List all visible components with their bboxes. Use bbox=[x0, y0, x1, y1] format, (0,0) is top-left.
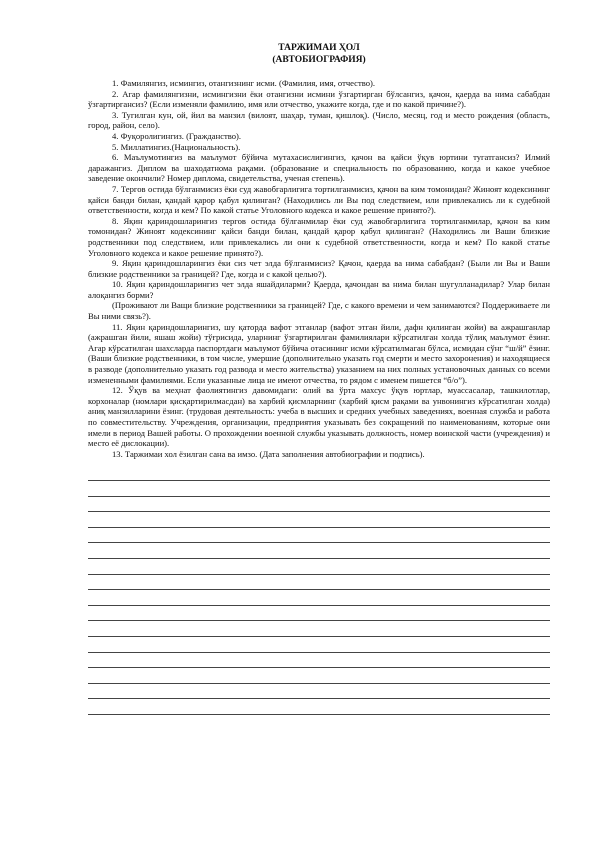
question-text: Яқин қариндошларингиз, шу қаторда вафот этганлар (вафот этган йили, дафн қилинган жойи) ва ажрашганлар (ажрашган йили, яшаш жойи) тўғрисида, уларнинг ўзгартирилган фамилиялари кўрсатилган холда тўлиқ маълумот ёзинг. Агар кўрсатилган шахсларда паспортдаги маълумот бўйича отасининг исми кўрсатилмаган бўлса, исмидан сўнг “ш/й” ёзинг. (Ваши близкие родственники, в том числе, умершие (дополнительно указать год смерти и место захоронения) и находящиеся в разводе (дополнительно указать год развода и место жительства) указанием на них полных установочных данных со всеми измененными фамилиями. Если указанные лица не имеют отчества, то рядом с именем пишется “б/о”). bbox=[88, 321, 550, 385]
question-number: 4. bbox=[112, 130, 119, 141]
answer-line[interactable] bbox=[88, 668, 550, 684]
question-item-2 bbox=[88, 89, 550, 110]
answer-line[interactable] bbox=[88, 684, 550, 700]
question-text: Яқин қариндошларингиз тергов остида бўлганмилар ёки суд жавобгарлигига тортилганмилар, қачон ва ким томонидан? Жиноят кодексининг қайси банди билан, қандай қарор қабул қилинган? (Находились ли Ваши близкие родственники под следствием, или привлекались ли они к судебной ответственности, когда и кем? По какой статье Уголовного кодекса и какое решение принято?). bbox=[88, 215, 550, 258]
question-item-11 bbox=[88, 322, 550, 386]
answer-line[interactable] bbox=[88, 543, 550, 559]
question-text: (Проживают ли Ващи близкие родственники за границей? Где, с какого времени и чем занимаются? Поддерживаете ли Вы ними связь?). bbox=[88, 300, 550, 322]
question-number: 11. bbox=[112, 321, 123, 332]
answer-line[interactable] bbox=[88, 637, 550, 653]
question-item-8 bbox=[88, 216, 550, 258]
question-text: Маълумотингиз ва маълумот бўйича мутахасислигингиз, қачон ва қайси ўқув юртини тугатгансиз? Илмий даражангиз. Диплом ва шаходатнома рақами. (образование и специальность по образованию, когда и какое учебное заведение окончили? Номер диплома, свидетельства, ученая степень). bbox=[88, 152, 550, 184]
question-item-10 bbox=[88, 279, 550, 300]
question-number: 2. bbox=[112, 88, 119, 99]
answer-line[interactable] bbox=[88, 481, 550, 497]
answer-line[interactable] bbox=[88, 653, 550, 669]
question-item-6 bbox=[88, 152, 550, 184]
question-item-10-translation bbox=[88, 300, 550, 321]
question-text: Фуқоролигингиз. (Гражданство). bbox=[120, 130, 242, 141]
answer-line[interactable] bbox=[88, 621, 550, 637]
answer-line[interactable] bbox=[88, 699, 550, 715]
answer-line[interactable] bbox=[88, 606, 550, 622]
question-text: Яқин қариндошларингиз ёки сиз чет элда бўлганмисиз? Қачон, қаерда ва нима сабабдан? (Были ли Вы и Ваши близкие родственники за границей? Где, когда и с какой целью?). bbox=[88, 258, 550, 279]
question-text: Тергов остида бўлганмисиз ёки суд жавобгарлигига тортилганмисиз, қачон ва ким томонидан? Жиноят кодексининг қайси банди билан, қандай қарор қабул қилинган? (Находились ли Вы под следствием, или привлекались ли к судебной ответственности, когда и кем? По какой статье Уголовного кодекса и какое решение принято?). bbox=[88, 183, 550, 216]
question-item-5 bbox=[88, 142, 550, 153]
question-text: Фамилянгиз, исмингиз, отангизнинг исми. (Фамилия, имя, отчество). bbox=[120, 78, 376, 88]
question-text: Таржимаи хол ёзилган сана ва имзо. (Дата заполнения автобиографии и подпись). bbox=[124, 448, 425, 459]
question-number: 9. bbox=[112, 258, 119, 269]
question-number: 6. bbox=[112, 152, 119, 163]
answer-line[interactable] bbox=[88, 528, 550, 544]
questions-list bbox=[88, 78, 550, 459]
document-subtitle: (АВТОБИОГРАФИЯ) bbox=[272, 55, 366, 65]
question-item-3 bbox=[88, 110, 550, 131]
question-item-1 bbox=[88, 78, 550, 89]
document-title: ТАРЖИМАИ ҲОЛ bbox=[278, 43, 360, 53]
question-text: Тугилган кун, ой, йил ва манзил (вилоят, шаҳар, туман, қишлоқ). (Число, месяц, год и место рождения (область, город, район, село). bbox=[88, 109, 550, 131]
answer-line[interactable] bbox=[88, 559, 550, 575]
answer-line[interactable] bbox=[88, 575, 550, 591]
answer-line[interactable] bbox=[88, 465, 550, 481]
question-number: 13. bbox=[112, 448, 123, 459]
question-text: Агар фамилянгизни, исмингизни ёки отангизни исмини ўзгартирган бўлсангиз, қачон, қаерда ва нима сабабдан ўзгартиргансиз? (Если изменяли фамилию, имя или отчество, укажите когда, где и по какой причине?). bbox=[88, 88, 550, 110]
question-item-7 bbox=[88, 184, 550, 216]
question-item-13 bbox=[88, 449, 550, 460]
answer-line[interactable] bbox=[88, 512, 550, 528]
question-text: Яқин қариндошларингиз чет элда яшайдиларми? Қаерда, қачондан ва нима билан шугулланадилар? Улар билан алоқангиз борми? bbox=[88, 279, 550, 300]
question-text: Миллатингиз.(Национальность). bbox=[120, 141, 241, 152]
answer-lines bbox=[88, 465, 550, 715]
question-item-9 bbox=[88, 258, 550, 279]
document-page bbox=[88, 42, 550, 715]
question-number: 5. bbox=[112, 141, 119, 152]
question-number: 1. bbox=[112, 78, 119, 88]
question-item-12 bbox=[88, 385, 550, 449]
answer-line[interactable] bbox=[88, 497, 550, 513]
answer-line[interactable] bbox=[88, 590, 550, 606]
question-number: 8. bbox=[112, 215, 119, 226]
question-number: 10. bbox=[112, 279, 123, 290]
question-number: 3. bbox=[112, 109, 119, 120]
question-item-4 bbox=[88, 131, 550, 142]
question-text: Ўқув ва меҳнат фаолиятингиз давомидаги: олий ва ўрта махсус ўқув юртлар, муассасалар, ташкилотлар, корхоналар (номлари қисқартирилмасдан) ва харбий қисмларнинг (харбий қисм рақами ва унвонингиз кўрсатилган холда) аниқ манзилларини ёзинг. (трудовая деятельность: учеба в высших и средних учебных заведениях, военная служба и работа по совместительству. Учреждения, организации, предприятия указывать без сокращений по наименованиям, которые они имели в период Вашей работы. О прохождении военной службы указывать должность, номер воинской части (учреждения) и место её дислокации). bbox=[88, 385, 550, 449]
question-number: 7. bbox=[112, 183, 119, 194]
question-number: 12. bbox=[112, 385, 123, 396]
